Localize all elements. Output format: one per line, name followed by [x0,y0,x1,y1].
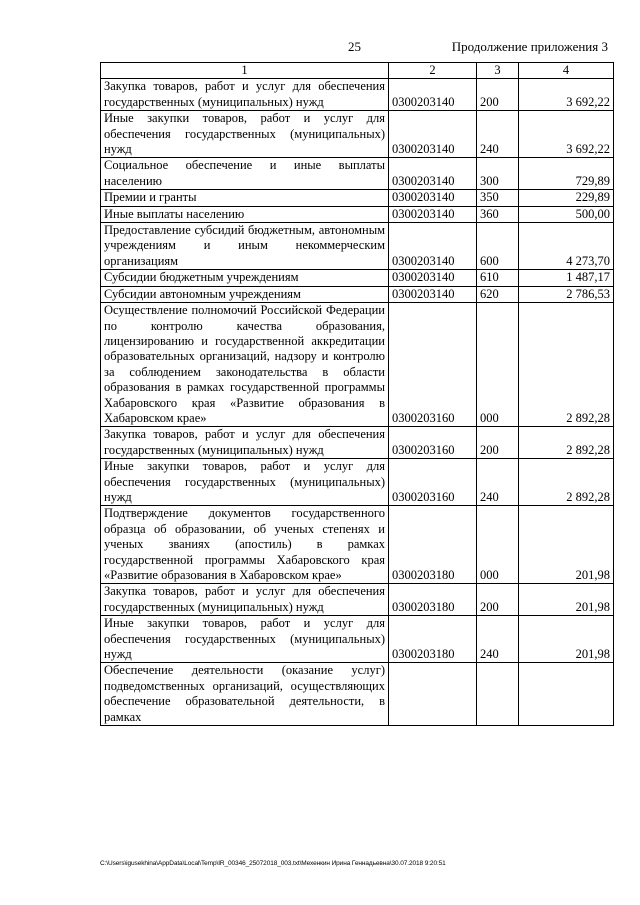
row-amount: 4 273,70 [519,223,614,270]
table-row [101,223,614,270]
row-kind: 240 [477,459,519,506]
table-row [101,506,614,584]
row-code: 0300203140 [389,111,477,158]
row-kind: 610 [477,270,519,286]
page-number: 25 [348,39,361,54]
row-code: 0300203140 [389,79,477,111]
row-kind: 240 [477,616,519,663]
row-amount: 2 786,53 [519,286,614,302]
row-code: 0300203180 [389,616,477,663]
column-header-3: 3 [477,63,519,79]
table-row [101,270,614,286]
row-amount: 2 892,28 [519,303,614,427]
row-name: Иные закупки товаров, работ и услуг для обеспечения государственных (муниципальных) нужд [101,459,389,506]
column-header-2: 2 [389,63,477,79]
row-name: Закупка товаров, работ и услуг для обеспечения государственных (муниципальных) нужд [101,79,389,111]
row-code: 0300203180 [389,584,477,616]
row-amount: 3 692,22 [519,79,614,111]
row-kind: 300 [477,158,519,190]
row-amount: 729,89 [519,158,614,190]
table-row [101,663,614,726]
table-row [101,158,614,190]
row-amount: 2 892,28 [519,427,614,459]
row-code: 0300203140 [389,286,477,302]
row-kind: 620 [477,286,519,302]
row-code: 0300203160 [389,427,477,459]
table-row [101,459,614,506]
row-amount: 1 487,17 [519,270,614,286]
row-kind: 360 [477,206,519,222]
table-row [101,286,614,302]
table-row [101,616,614,663]
row-kind: 350 [477,190,519,206]
row-name: Предоставление субсидий бюджетным, автономным учреждениям и иным некоммерческим организациям [101,223,389,270]
row-kind: 200 [477,79,519,111]
row-kind: 200 [477,584,519,616]
row-code: 0300203140 [389,190,477,206]
row-name: Социальное обеспечение и иные выплаты населению [101,158,389,190]
row-name: Иные выплаты населению [101,206,389,222]
row-code: 0300203140 [389,158,477,190]
row-code: 0300203140 [389,270,477,286]
continuation-label: Продолжение приложения 3 [451,39,608,54]
row-name: Субсидии автономным учреждениям [101,286,389,302]
row-amount: 201,98 [519,616,614,663]
row-name: Осуществление полномочий Российской Федерации по контролю качества образования, лицензированию и государственной аккредитации образовательных организаций, надзору и контролю за соблюдением законодательства в области образования в рамках государственной программы Хабаровского края «Развитие образования в Хабаровском крае» [101,303,389,427]
row-kind: 200 [477,427,519,459]
row-kind: 600 [477,223,519,270]
row-name: Премии и гранты [101,190,389,206]
row-name: Закупка товаров, работ и услуг для обеспечения государственных (муниципальных) нужд [101,584,389,616]
row-kind: 000 [477,303,519,427]
table-row [101,303,614,427]
budget-table [100,62,614,726]
row-amount: 500,00 [519,206,614,222]
row-code: 0300203180 [389,506,477,584]
row-code: 0300203160 [389,303,477,427]
table-row [101,111,614,158]
row-name: Подтверждение документов государственного образца об образовании, об ученых степенях и ученых званиях (апостиль) в рамках государственной программы Хабаровского края «Развитие образования в Хабаровском крае» [101,506,389,584]
table-row [101,427,614,459]
footer-file-path: C:\Users\igusekhina\AppData\Local\Temp\IR_00346_25072018_003.txt\Мехенкин Ирина Геннадьевна\30.07.2018 9:20:51 [100,860,446,867]
row-amount: 201,98 [519,584,614,616]
row-amount: 229,89 [519,190,614,206]
row-name: Иные закупки товаров, работ и услуг для обеспечения государственных (муниципальных) нужд [101,111,389,158]
row-amount [519,663,614,726]
row-kind: 240 [477,111,519,158]
row-name: Обеспечение деятельности (оказание услуг) подведомственных организаций, осуществляющих обеспечение образовательной деятельности, в рамках [101,663,389,726]
row-amount: 201,98 [519,506,614,584]
row-code: 0300203140 [389,223,477,270]
table-row [101,190,614,206]
row-kind: 000 [477,506,519,584]
row-amount: 3 692,22 [519,111,614,158]
row-name: Иные закупки товаров, работ и услуг для обеспечения государственных (муниципальных) нужд [101,616,389,663]
table-body [101,79,614,726]
table-row [101,584,614,616]
column-header-4: 4 [519,63,614,79]
table-header-row [101,63,614,79]
row-name: Закупка товаров, работ и услуг для обеспечения государственных (муниципальных) нужд [101,427,389,459]
table-row [101,79,614,111]
row-code: 0300203160 [389,459,477,506]
column-header-1: 1 [101,63,389,79]
row-code [389,663,477,726]
table-row [101,206,614,222]
row-amount: 2 892,28 [519,459,614,506]
row-code: 0300203140 [389,206,477,222]
row-name: Субсидии бюджетным учреждениям [101,270,389,286]
row-kind [477,663,519,726]
